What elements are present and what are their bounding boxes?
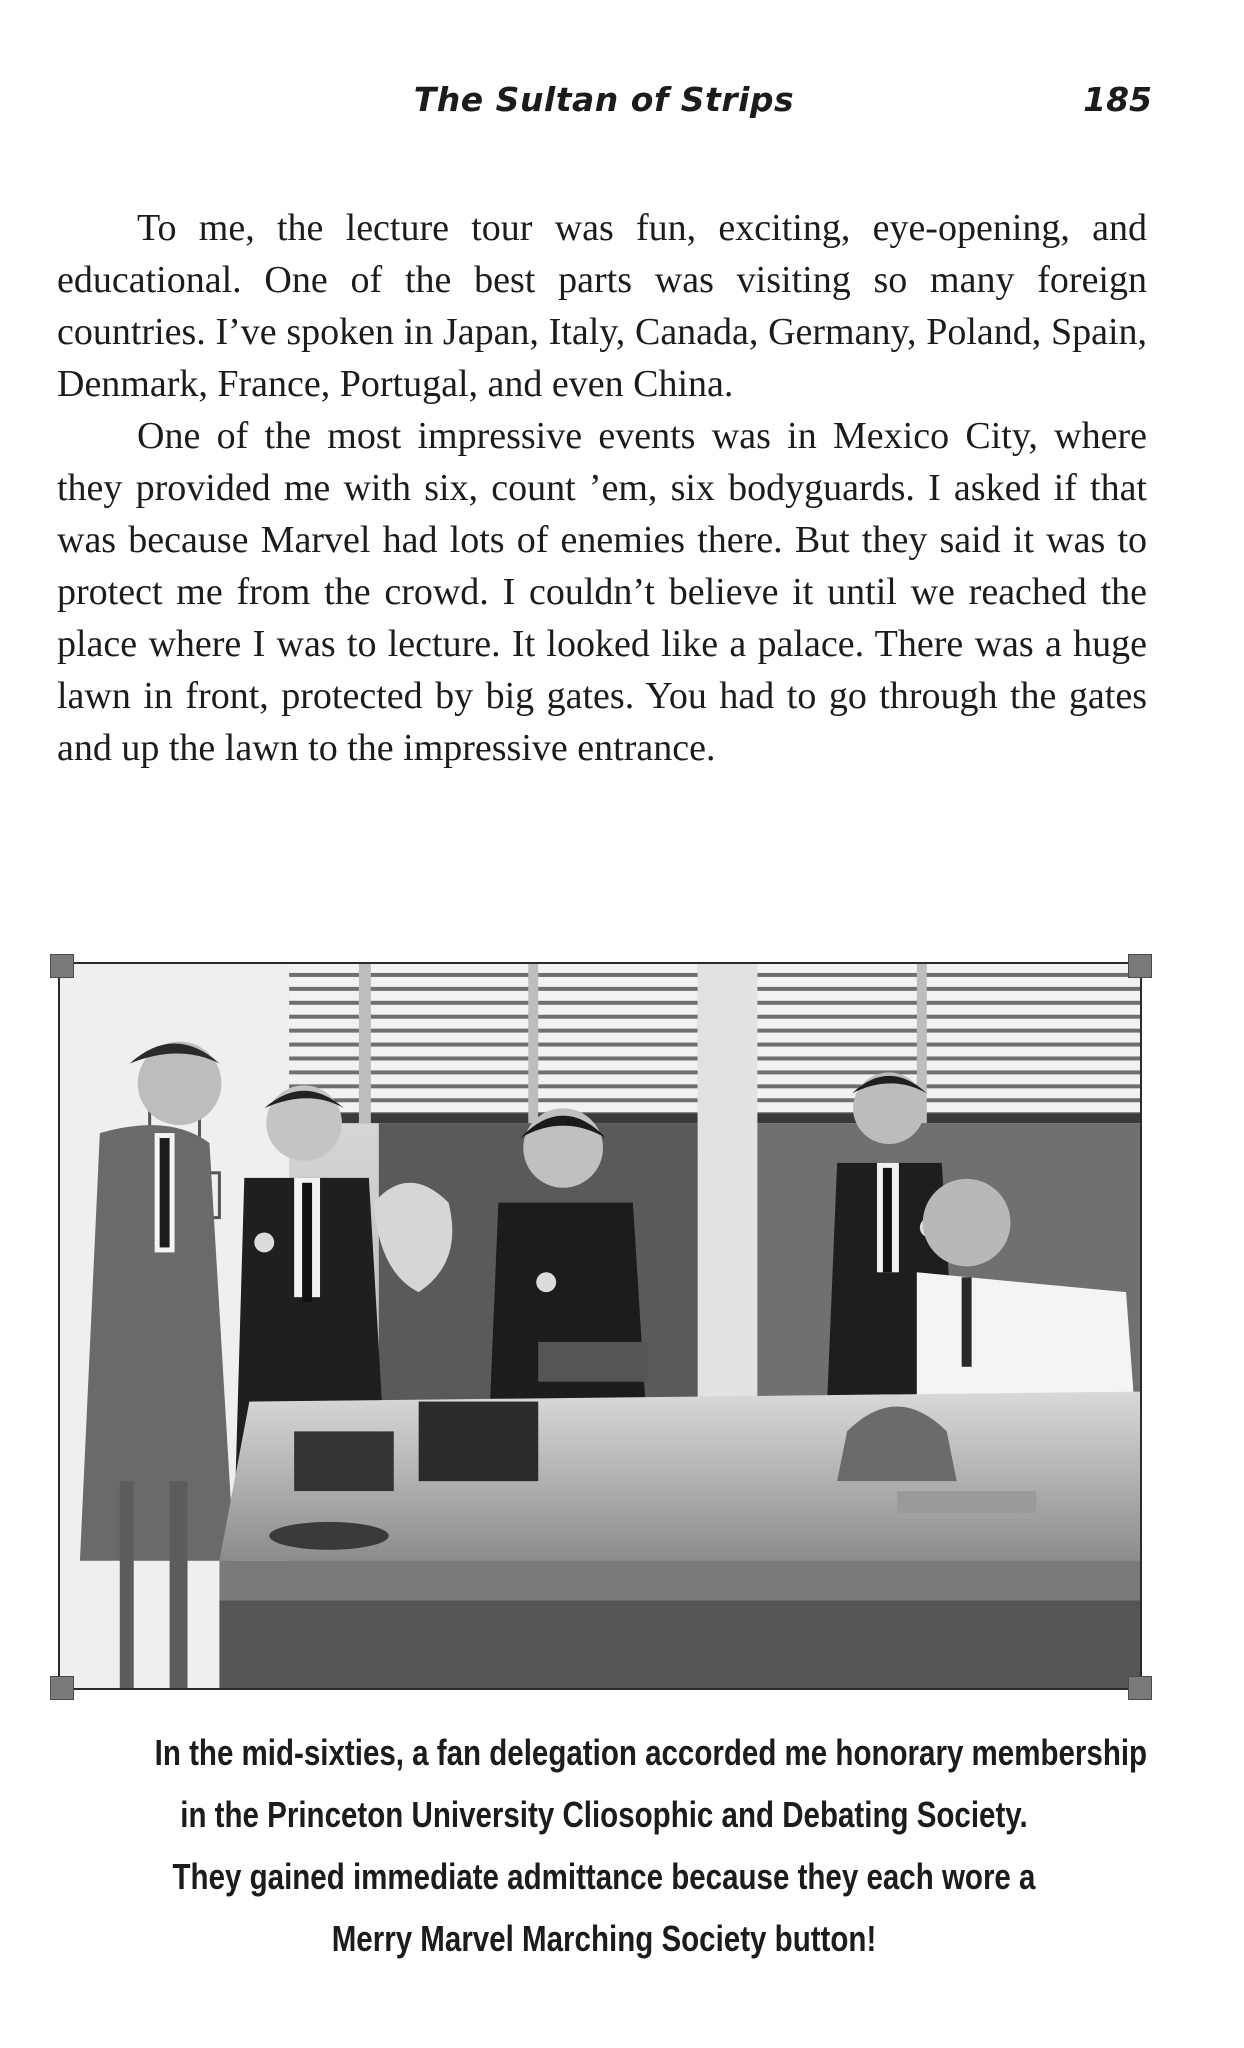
running-title: The Sultan of Strips: [413, 80, 795, 119]
page-number: 185: [1083, 80, 1152, 119]
running-head: [56, 80, 1152, 136]
paragraph: To me, the lecture tour was fun, exciting, eye-opening, and educational. One of the best parts was visiting so many foreign countries. I’ve spoken in Japan, Italy, Canada, Germany, Poland, Spain, Denmark, France, Portugal, and even China.: [57, 207, 1147, 405]
photo-scene: [60, 964, 1140, 1688]
photo-corner-mount: [50, 1676, 74, 1700]
photograph: [58, 962, 1142, 1690]
caption-line: in the Princeton University Cliosophic and Debating Society.: [180, 1794, 1028, 1835]
photo-caption: [154, 1722, 1148, 1970]
photo-corner-mount: [50, 954, 74, 978]
photo-corner-mount: [1128, 1676, 1152, 1700]
caption-line: Merry Marvel Marching Society button!: [331, 1918, 877, 1959]
paragraph: One of the most impressive events was in Mexico City, where they provided me with six, count ’em, six bodyguards. I asked if that was because Marvel had lots of enemies there. But they said it was to protect me from the crowd. I couldn’t believe it until we reached the place where I was to lecture. It looked like a palace. There was a huge lawn in front, protected by big gates. You had to go through the gates and up the lawn to the impressive entrance.: [57, 415, 1147, 769]
body-text: [57, 202, 1147, 774]
photo-corner-mount: [1128, 954, 1152, 978]
caption-line: In the mid-sixties, a fan delegation accorded me honorary membership: [154, 1732, 1148, 1773]
caption-line: They gained immediate admittance because they each wore a: [172, 1856, 1036, 1897]
